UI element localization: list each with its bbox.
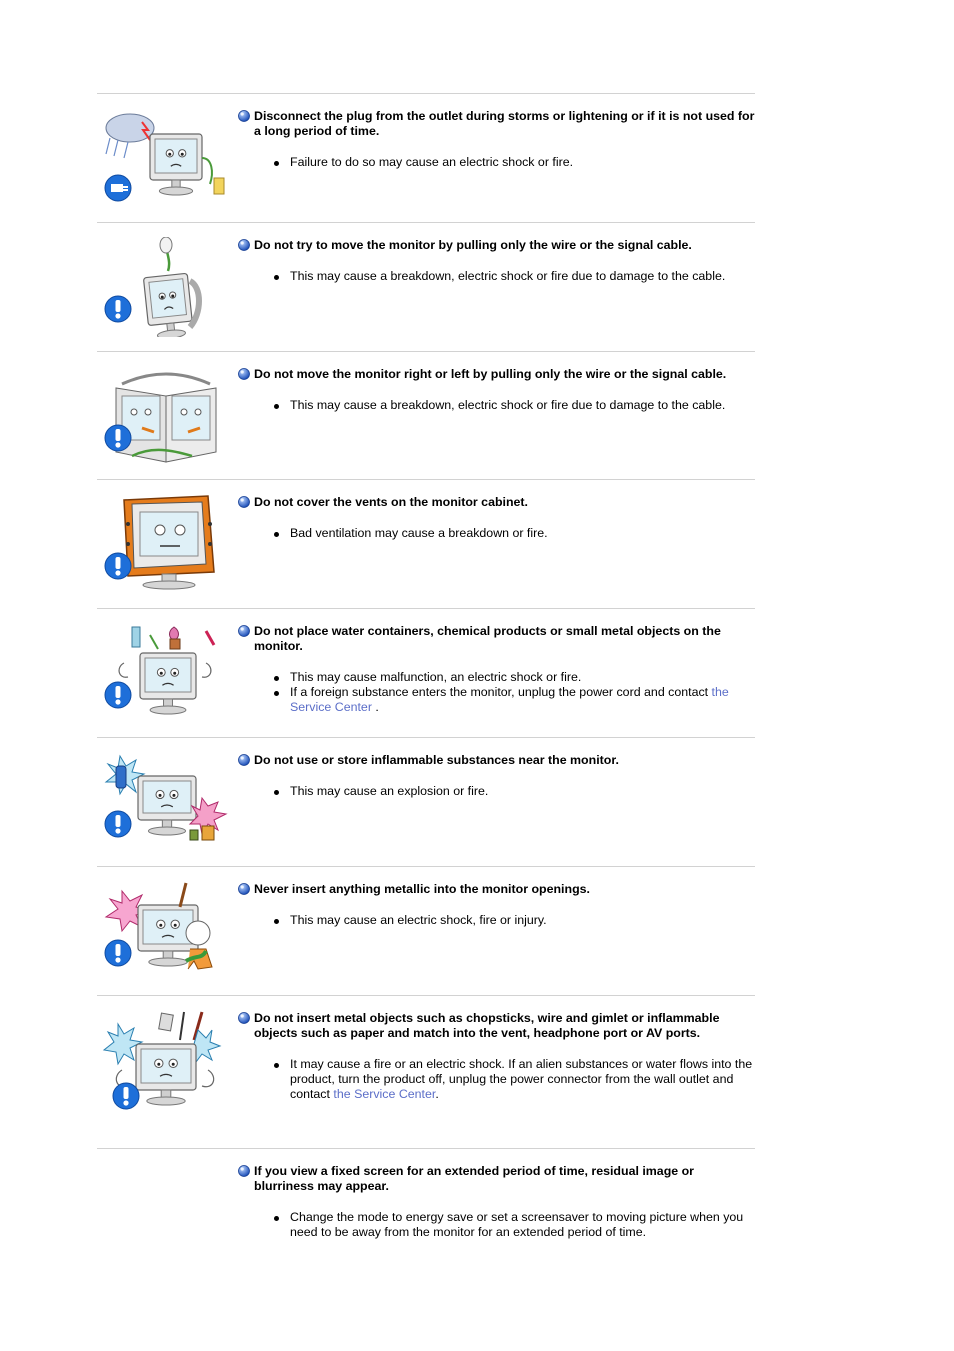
section-heading <box>238 882 755 897</box>
water-containers-icon <box>102 623 230 723</box>
heading-text: Do not use or store inflammable substances near the monitor. <box>254 753 619 767</box>
blue-bullet-icon <box>238 496 250 508</box>
pull-wire-icon <box>102 237 230 337</box>
heading-text: Do not try to move the monitor by pulling only the wire or the signal cable. <box>254 238 692 252</box>
section-content <box>238 882 755 928</box>
bullet-dot <box>274 161 279 166</box>
section-heading <box>238 109 755 139</box>
section-content <box>238 753 755 799</box>
inflammable-substances-icon <box>102 752 230 852</box>
list-item <box>274 685 755 715</box>
bullet-dot <box>274 691 279 696</box>
blue-bullet-icon <box>238 368 250 380</box>
bullet-dot <box>274 1063 279 1068</box>
section-content <box>238 1011 755 1102</box>
section-heading <box>238 238 755 253</box>
item-text: Bad ventilation may cause a breakdown or fire. <box>290 526 548 540</box>
item-text: This may cause malfunction, an electric shock or fire. <box>290 670 582 684</box>
heading-text: If you view a fixed screen for an extended period of time, residual image or blurriness may appear. <box>254 1164 694 1193</box>
section-content <box>238 624 755 715</box>
service-center-link[interactable]: the Service Center <box>290 685 729 714</box>
heading-text: Do not place water containers, chemical products or small metal objects on the monitor. <box>254 624 721 653</box>
blue-bullet-icon <box>238 110 250 122</box>
item-text: Change the mode to energy save or set a screensaver to moving picture when you need to be away from the monitor for an extended period of time. <box>290 1210 744 1239</box>
blue-bullet-icon <box>238 1165 250 1177</box>
bullet-list <box>274 526 755 541</box>
list-item <box>274 1057 755 1102</box>
section-heading <box>238 1011 755 1041</box>
heading-text: Do not move the monitor right or left by pulling only the wire or the signal cable. <box>254 367 727 381</box>
section-pull-wire <box>97 222 755 351</box>
bullet-dot <box>274 532 279 537</box>
service-center-link[interactable]: the Service Center <box>333 1087 436 1101</box>
item-text: It may cause a fire or an electric shock. If an alien substances or water flows into the product, turn the product off, unplug the power connector from the wall outlet and contact <box>290 1057 753 1101</box>
bullet-dot <box>274 676 279 681</box>
heading-text: Do not insert metal objects such as chopsticks, wire and gimlet or inflammable objects such as paper and match into the vent, headphone port or AV ports. <box>254 1011 720 1040</box>
section-inflammable <box>97 737 755 866</box>
item-text: This may cause a breakdown, electric shock or fire due to damage to the cable. <box>290 269 726 283</box>
bullet-dot <box>274 404 279 409</box>
list-item <box>274 398 755 413</box>
bullet-list <box>274 398 755 413</box>
bullet-dot <box>274 1216 279 1221</box>
bullet-list <box>274 1057 755 1102</box>
heading-text: Do not cover the vents on the monitor cabinet. <box>254 495 528 509</box>
bullet-dot <box>274 790 279 795</box>
section-vents <box>97 479 755 608</box>
section-water <box>97 608 755 737</box>
bullet-list <box>274 269 755 284</box>
blue-bullet-icon <box>238 1012 250 1024</box>
unplug-storm-icon <box>102 108 230 208</box>
section-storm <box>97 93 755 222</box>
section-content <box>238 238 755 284</box>
section-heading <box>238 1164 755 1194</box>
section-fixed-screen <box>97 1148 755 1298</box>
bullet-list <box>274 670 755 715</box>
bullet-list <box>274 1210 755 1240</box>
item-text-after: . <box>371 700 379 714</box>
bullet-dot <box>274 919 279 924</box>
section-heading <box>238 367 755 382</box>
section-content <box>238 1164 755 1240</box>
section-content <box>238 495 755 541</box>
list-item <box>274 526 755 541</box>
heading-text: Disconnect the plug from the outlet during storms or lightening or if it is not used for a long period of time. <box>254 109 755 138</box>
blue-bullet-icon <box>238 883 250 895</box>
section-move-sideways <box>97 351 755 479</box>
list-item <box>274 784 755 799</box>
blue-bullet-icon <box>238 239 250 251</box>
blue-bullet-icon <box>238 625 250 637</box>
section-heading <box>238 624 755 654</box>
item-text: If a foreign substance enters the monitor, unplug the power cord and contact <box>290 685 712 699</box>
bullet-dot <box>274 275 279 280</box>
item-text: This may cause an explosion or fire. <box>290 784 489 798</box>
list-item <box>274 1210 755 1240</box>
list-item <box>274 155 755 170</box>
section-heading <box>238 753 755 768</box>
section-content <box>238 109 755 170</box>
list-item <box>274 269 755 284</box>
section-content <box>238 367 755 413</box>
list-item <box>274 670 755 685</box>
item-text-after: . <box>435 1087 439 1101</box>
move-sideways-icon <box>102 366 230 466</box>
item-text: This may cause an electric shock, fire or injury. <box>290 913 547 927</box>
list-item <box>274 913 755 928</box>
item-text: This may cause a breakdown, electric shock or fire due to damage to the cable. <box>290 398 726 412</box>
bullet-list <box>274 155 755 170</box>
section-chopsticks <box>97 995 755 1148</box>
covered-vents-icon <box>102 494 230 594</box>
item-text: Failure to do so may cause an electric shock or fire. <box>290 155 574 169</box>
metallic-insert-icon <box>102 881 230 981</box>
section-metallic <box>97 866 755 995</box>
blue-bullet-icon <box>238 754 250 766</box>
heading-text: Never insert anything metallic into the monitor openings. <box>254 882 590 896</box>
bullet-list <box>274 913 755 928</box>
bullet-list <box>274 784 755 799</box>
metal-objects-vent-icon <box>102 1010 230 1110</box>
section-heading <box>238 495 755 510</box>
